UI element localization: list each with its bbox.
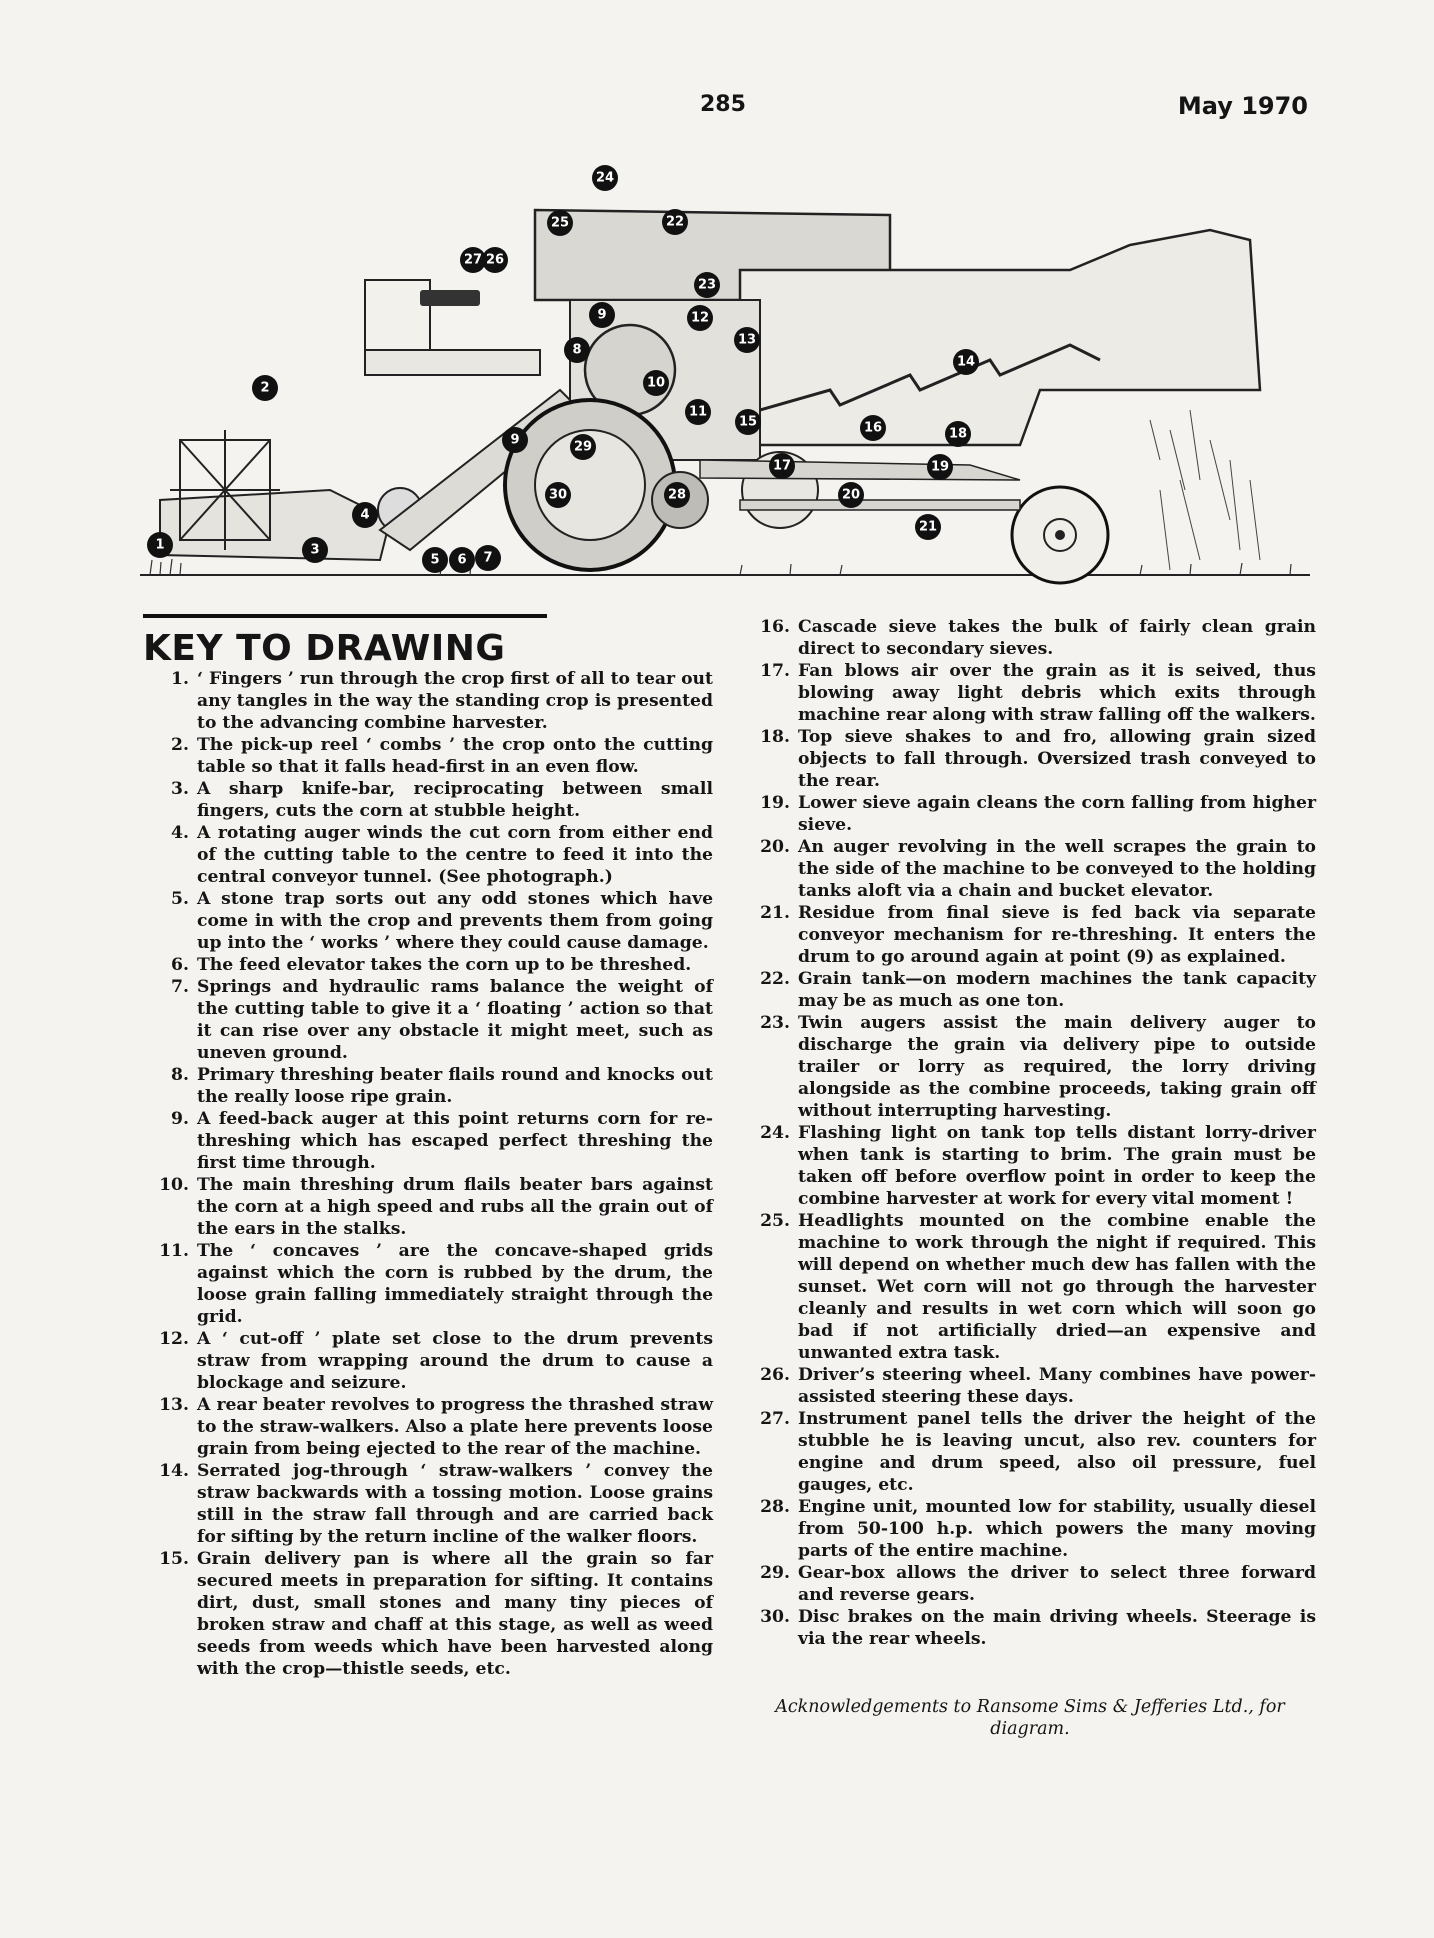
title-rule [143,614,547,618]
svg-text:7: 7 [483,550,493,566]
svg-text:20: 20 [841,487,861,503]
callout-14 [953,349,979,375]
svg-text:23: 23 [697,277,717,293]
svg-text:16: 16 [863,420,883,436]
svg-text:21: 21 [918,519,938,535]
key-item: 28. Engine unit, mounted low for stability, usually diesel from 50-100 h.p. which powers the many moving parts of the entire machine. [760,1497,1316,1561]
svg-text:9: 9 [597,307,607,323]
svg-text:1: 1 [155,537,165,553]
callout-28 [664,482,690,508]
key-item: 30. Disc brakes on the main driving wheels. Steerage is via the rear wheels. [760,1607,1316,1649]
key-item: 19. Lower sieve again cleans the corn falling from higher sieve. [760,793,1316,835]
key-item: 2. The pick-up reel ‘ combs ’ the crop onto the cutting table so that it falls head-first in an even flow. [171,735,713,777]
callout-9b [502,427,528,453]
key-item: 18. Top sieve shakes to and fro, allowing grain sized objects to fall through. Oversized trash conveyed to the rear. [760,727,1316,791]
key-item: 13. A rear beater revolves to progress the thrashed straw to the straw-walkers. Also a plate here prevents loose grain from being ejected to the rear of the machine. [159,1395,713,1459]
callout-24 [592,165,618,191]
callout-29 [570,434,596,460]
svg-text:28: 28 [667,487,687,503]
key-item: 15. Grain delivery pan is where all the grain so far secured meets in preparation for sifting. It contains dirt, dust, small stones and many tiny pieces of broken straw and chaff at this stage, as well as weed seeds from weeds which have been harvested along with the crop—thistle seeds, etc. [159,1549,713,1679]
svg-text:10: 10 [646,375,666,391]
svg-text:22: 22 [665,214,685,230]
svg-text:15: 15 [738,414,758,430]
key-item: 1. ‘ Fingers ’ run through the crop first of all to tear out any tangles in the way the standing crop is presented to the advancing combine harvester. [171,669,713,733]
key-list-left [143,668,713,1680]
svg-text:9: 9 [510,432,520,448]
svg-text:6: 6 [457,552,467,568]
svg-text:19: 19 [930,459,950,475]
svg-text:2: 2 [260,380,270,396]
svg-text:29: 29 [573,439,593,455]
key-item: 26. Driver’s steering wheel. Many combines have power-assisted steering these days. [760,1365,1316,1407]
callout-21 [915,514,941,540]
callout-18 [945,421,971,447]
callout-3 [302,537,328,563]
acknowledgement: Acknowledgements to Ransome Sims & Jefferies Ltd., for diagram. [775,1697,1285,1739]
combine-harvester-drawing [140,160,1310,600]
key-item: 24. Flashing light on tank top tells distant lorry-driver when tank is starting to brim. The grain must be taken off before overflow point in order to keep the combine harvester at work for every vital moment ! [760,1123,1316,1209]
svg-text:11: 11 [688,404,708,420]
page-number: 285 [700,92,746,117]
callout-1 [147,532,173,558]
callout-27 [460,247,486,273]
callout-6 [449,547,475,573]
svg-text:18: 18 [948,426,968,442]
callout-13 [734,327,760,353]
callout-12 [687,305,713,331]
key-item: 11. The ‘ concaves ’ are the concave-shaped grids against which the corn is rubbed by the drum, the loose grain falling immediately straight through the grid. [159,1241,713,1327]
callout-17 [769,453,795,479]
key-item: 7. Springs and hydraulic rams balance the weight of the cutting table to give it a ‘ floating ’ action so that it can rise over any obstacle it might meet, such as uneven ground. [171,977,713,1063]
key-item: 20. An auger revolving in the well scrapes the grain to the side of the machine to be conveyed to the holding tanks aloft via a chain and bucket elevator. [760,837,1316,901]
key-item: 3. A sharp knife-bar, reciprocating between small fingers, cuts the corn at stubble height. [171,779,713,821]
svg-text:27: 27 [463,252,483,268]
key-item: 29. Gear-box allows the driver to select three forward and reverse gears. [760,1563,1316,1605]
key-item: 5. A stone trap sorts out any odd stones which have come in with the crop and prevents them from going up into the ‘ works ’ where they could cause damage. [171,889,713,953]
svg-text:3: 3 [310,542,320,558]
callout-5 [422,547,448,573]
svg-text:25: 25 [550,215,570,231]
key-item: 25. Headlights mounted on the combine enable the machine to work through the night if required. This will depend on whether much dew has fallen with the sunset. Wet corn will not go through the harvester cleanly and results in wet corn which will soon go bad if not artificially dried—an expensive and unwanted extra task. [760,1211,1316,1363]
key-title: KEY TO DRAWING [143,628,506,669]
key-item: 16. Cascade sieve takes the bulk of fairly clean grain direct to secondary sieves. [760,617,1316,659]
callout-23 [694,272,720,298]
callout-10 [643,370,669,396]
svg-text:14: 14 [956,354,976,370]
issue-date: May 1970 [1177,92,1308,120]
svg-text:30: 30 [548,487,568,503]
svg-text:12: 12 [690,310,710,326]
callout-9 [589,302,615,328]
callout-20 [838,482,864,508]
svg-text:4: 4 [360,507,370,523]
callout-22 [662,209,688,235]
svg-text:24: 24 [595,170,615,186]
key-item: 23. Twin augers assist the main delivery auger to discharge the grain via delivery pipe to outside trailer or lorry as required, the lorry driving alongside as the combine proceeds, taking grain off without interrupting harvesting. [760,1013,1316,1121]
callout-30 [545,482,571,508]
callout-2 [252,375,278,401]
svg-text:26: 26 [485,252,505,268]
svg-text:13: 13 [737,332,757,348]
svg-text:17: 17 [772,458,792,474]
key-item: 10. The main threshing drum flails beater bars against the corn at a high speed and rubs all the grain out of the ears in the stalks. [159,1175,713,1239]
callout-4 [352,502,378,528]
callout-19 [927,454,953,480]
key-item: 17. Fan blows air over the grain as it is seived, thus blowing away light debris which exits through machine rear along with straw falling off the walkers. [760,661,1316,725]
svg-text:8: 8 [572,342,582,358]
key-item: 12. A ‘ cut-off ’ plate set close to the drum prevents straw from wrapping around the drum to cause a blockage and seizure. [159,1329,713,1393]
key-item: 27. Instrument panel tells the driver the height of the stubble he is leaving uncut, also rev. counters for engine and drum speed, also oil pressure, fuel gauges, etc. [760,1409,1316,1495]
callout-7 [475,545,501,571]
callout-25 [547,210,573,236]
key-item: 8. Primary threshing beater flails round and knocks out the really loose ripe grain. [171,1065,713,1107]
key-item: 6. The feed elevator takes the corn up to be threshed. [171,955,692,975]
key-item: 9. A feed-back auger at this point returns corn for re-threshing which has escaped perfect threshing the first time through. [171,1109,713,1173]
key-item: 22. Grain tank—on modern machines the tank capacity may be as much as one ton. [760,969,1316,1011]
key-item: 14. Serrated jog-through ‘ straw-walkers ’ convey the straw backwards with a tossing motion. Loose grains still in the straw fall through and are carried back for sifting by the return incline of the walker floors. [159,1461,713,1547]
callout-15 [735,409,761,435]
callout-11 [685,399,711,425]
callout-8 [564,337,590,363]
key-item: 21. Residue from final sieve is fed back via separate conveyor mechanism for re-threshing. It enters the drum to go around again at point (9) as explained. [760,903,1316,967]
key-list-right [744,616,1316,1650]
svg-text:5: 5 [430,552,440,568]
callout-16 [860,415,886,441]
key-item: 4. A rotating auger winds the cut corn from either end of the cutting table to the centre to feed it into the central conveyor tunnel. (See photograph.) [171,823,713,887]
